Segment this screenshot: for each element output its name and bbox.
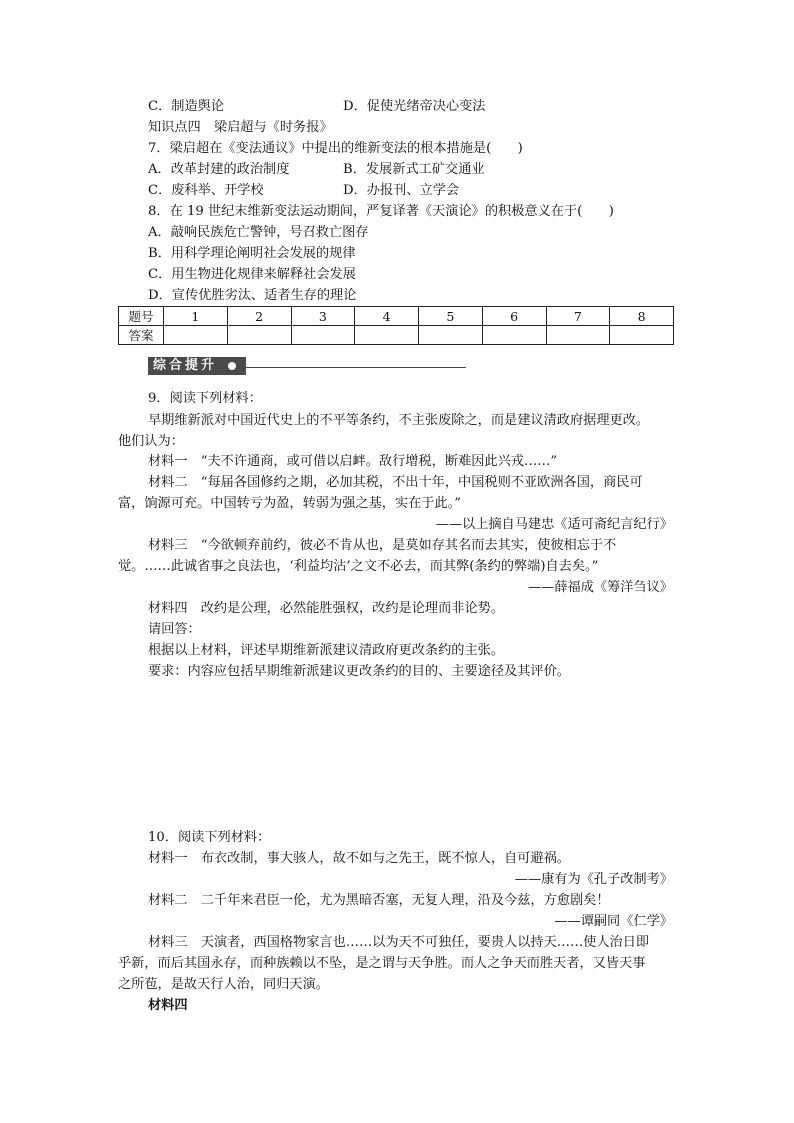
q8-option-a: A．敲响民族危亡警钟，号召救亡图存 bbox=[148, 225, 369, 240]
answer-cell[interactable] bbox=[482, 326, 546, 345]
q10-material-1-source: ——康有为《孔子改制考》 bbox=[514, 872, 673, 887]
table-cell-number: 3 bbox=[291, 307, 355, 326]
answer-cell[interactable] bbox=[546, 326, 610, 345]
answer-cell[interactable] bbox=[610, 326, 674, 345]
table-cell-number: 2 bbox=[227, 307, 291, 326]
q7-option-c: C．废科举、开学校 bbox=[148, 183, 264, 198]
q10-material-4: 材料四 bbox=[148, 998, 188, 1013]
answer-cell[interactable] bbox=[227, 326, 291, 345]
table-cell-number: 1 bbox=[164, 307, 228, 326]
q9-ask-detail: 根据以上材料，评述早期维新派建议清政府更改条约的主张。 bbox=[148, 643, 505, 658]
answer-table bbox=[118, 306, 674, 345]
q7-option-d: D．办报刊、立学会 bbox=[343, 183, 460, 198]
q9-material-2: 材料二 “每届各国修约之期，必加其税，不出十年，中国税则不亚欧洲各国，商民可 bbox=[148, 475, 643, 490]
q9-intro: 早期维新派对中国近代史上的不平等条约，不主张废除之，而是建议清政府据理更改。 bbox=[148, 413, 650, 428]
table-cell-number: 4 bbox=[355, 307, 419, 326]
knowledge-point-4: 知识点四 梁启超与《时务报》 bbox=[148, 120, 333, 135]
q7-stem: 7．梁启超在《变法通议》中提出的维新变法的根本措施是( ) bbox=[148, 141, 523, 156]
q10-material-3-cont: 乎新，而后其国永存，而种族赖以不坠，是之谓与天争胜。而人之争天而胜天者，又皆天事 bbox=[118, 956, 646, 971]
q10-material-2: 材料二 二千年来君臣一伦，尤为黑暗否塞，无复人理，沿及今兹，方愈剧矣！ bbox=[148, 893, 610, 908]
q9-material-4: 材料四 改约是公理，必然能胜强权，改约是论理而非论势。 bbox=[148, 601, 505, 616]
q10-stem: 10．阅读下列材料： bbox=[148, 830, 271, 845]
q9-material-2-source: ——以上摘自马建忠《适可斋纪言纪行》 bbox=[435, 517, 673, 532]
q9-ask: 请回答： bbox=[148, 622, 201, 637]
q7-option-a: A．改革封建的政治制度 bbox=[148, 162, 290, 177]
answer-cell[interactable] bbox=[355, 326, 419, 345]
q10-material-3-cont2: 之所苞，是故天行人治，同归天演。 bbox=[118, 977, 329, 992]
q6-option-d: D．促使光绪帝决心变法 bbox=[343, 99, 486, 114]
answer-cell[interactable] bbox=[164, 326, 228, 345]
q9-requirement: 要求：内容应包括早期维新派建议更改条约的目的、主要途径及其评价。 bbox=[148, 664, 570, 679]
q8-option-c: C．用生物进化规律来解释社会发展 bbox=[148, 267, 356, 282]
q9-material-3-cont: 觉。……此诚省事之良法也，‘利益均沾’之文不必去，而其弊(条约的弊端)自去矣。” bbox=[118, 559, 599, 574]
q9-stem: 9．阅读下列材料： bbox=[148, 391, 262, 406]
q9-material-2-cont: 富，饷源可充。中国转亏为盈，转弱为强之基，实在于此。” bbox=[118, 496, 462, 511]
table-header-question-number: 题号 bbox=[119, 307, 164, 326]
q10-material-1: 材料一 布衣改制，事大骇人，故不如与之先王，既不惊人，自可避祸。 bbox=[148, 851, 570, 866]
table-cell-number: 8 bbox=[610, 307, 674, 326]
q7-option-b: B．发展新式工矿交通业 bbox=[343, 162, 485, 177]
q10-material-3: 材料三 天演者，西国格物家言也……以为天不可独任，要贵人以持天……使人治日即 bbox=[148, 935, 650, 950]
table-header-answer: 答案 bbox=[119, 326, 164, 345]
q9-material-3-source: ——薛福成《筹洋刍议》 bbox=[527, 580, 673, 595]
q8-option-d: D．宣传优胜劣汰、适者生存的理论 bbox=[148, 288, 357, 303]
answer-cell[interactable] bbox=[291, 326, 355, 345]
q10-material-2-source: ——谭嗣同《仁学》 bbox=[554, 914, 673, 929]
table-cell-number: 6 bbox=[482, 307, 546, 326]
q8-option-b: B．用科学理论阐明社会发展的规律 bbox=[148, 246, 356, 261]
q9-material-3: 材料三 “今欲顿弃前约，彼必不肯从也，是莫如存其名而去其实，使彼相忘于不 bbox=[148, 538, 617, 553]
banner-rule bbox=[246, 367, 466, 368]
answer-table-number-row bbox=[119, 307, 674, 326]
table-cell-number: 7 bbox=[546, 307, 610, 326]
q6-option-c: C．制造舆论 bbox=[148, 99, 225, 114]
banner-dot-icon bbox=[228, 362, 236, 370]
table-cell-number: 5 bbox=[419, 307, 483, 326]
q9-material-1: 材料一 “夫不许通商，或可借以启衅。敌行增税，断难因此兴戎……” bbox=[148, 454, 558, 469]
q8-stem: 8．在 19 世纪末维新变法运动期间，严复译著《天演论》的积极意义在于( ) bbox=[148, 204, 614, 219]
answer-cell[interactable] bbox=[419, 326, 483, 345]
answer-table-answer-row bbox=[119, 326, 674, 345]
q9-intro-cont: 他们认为： bbox=[118, 434, 184, 449]
section-banner-label: 综合提升 bbox=[148, 357, 246, 375]
